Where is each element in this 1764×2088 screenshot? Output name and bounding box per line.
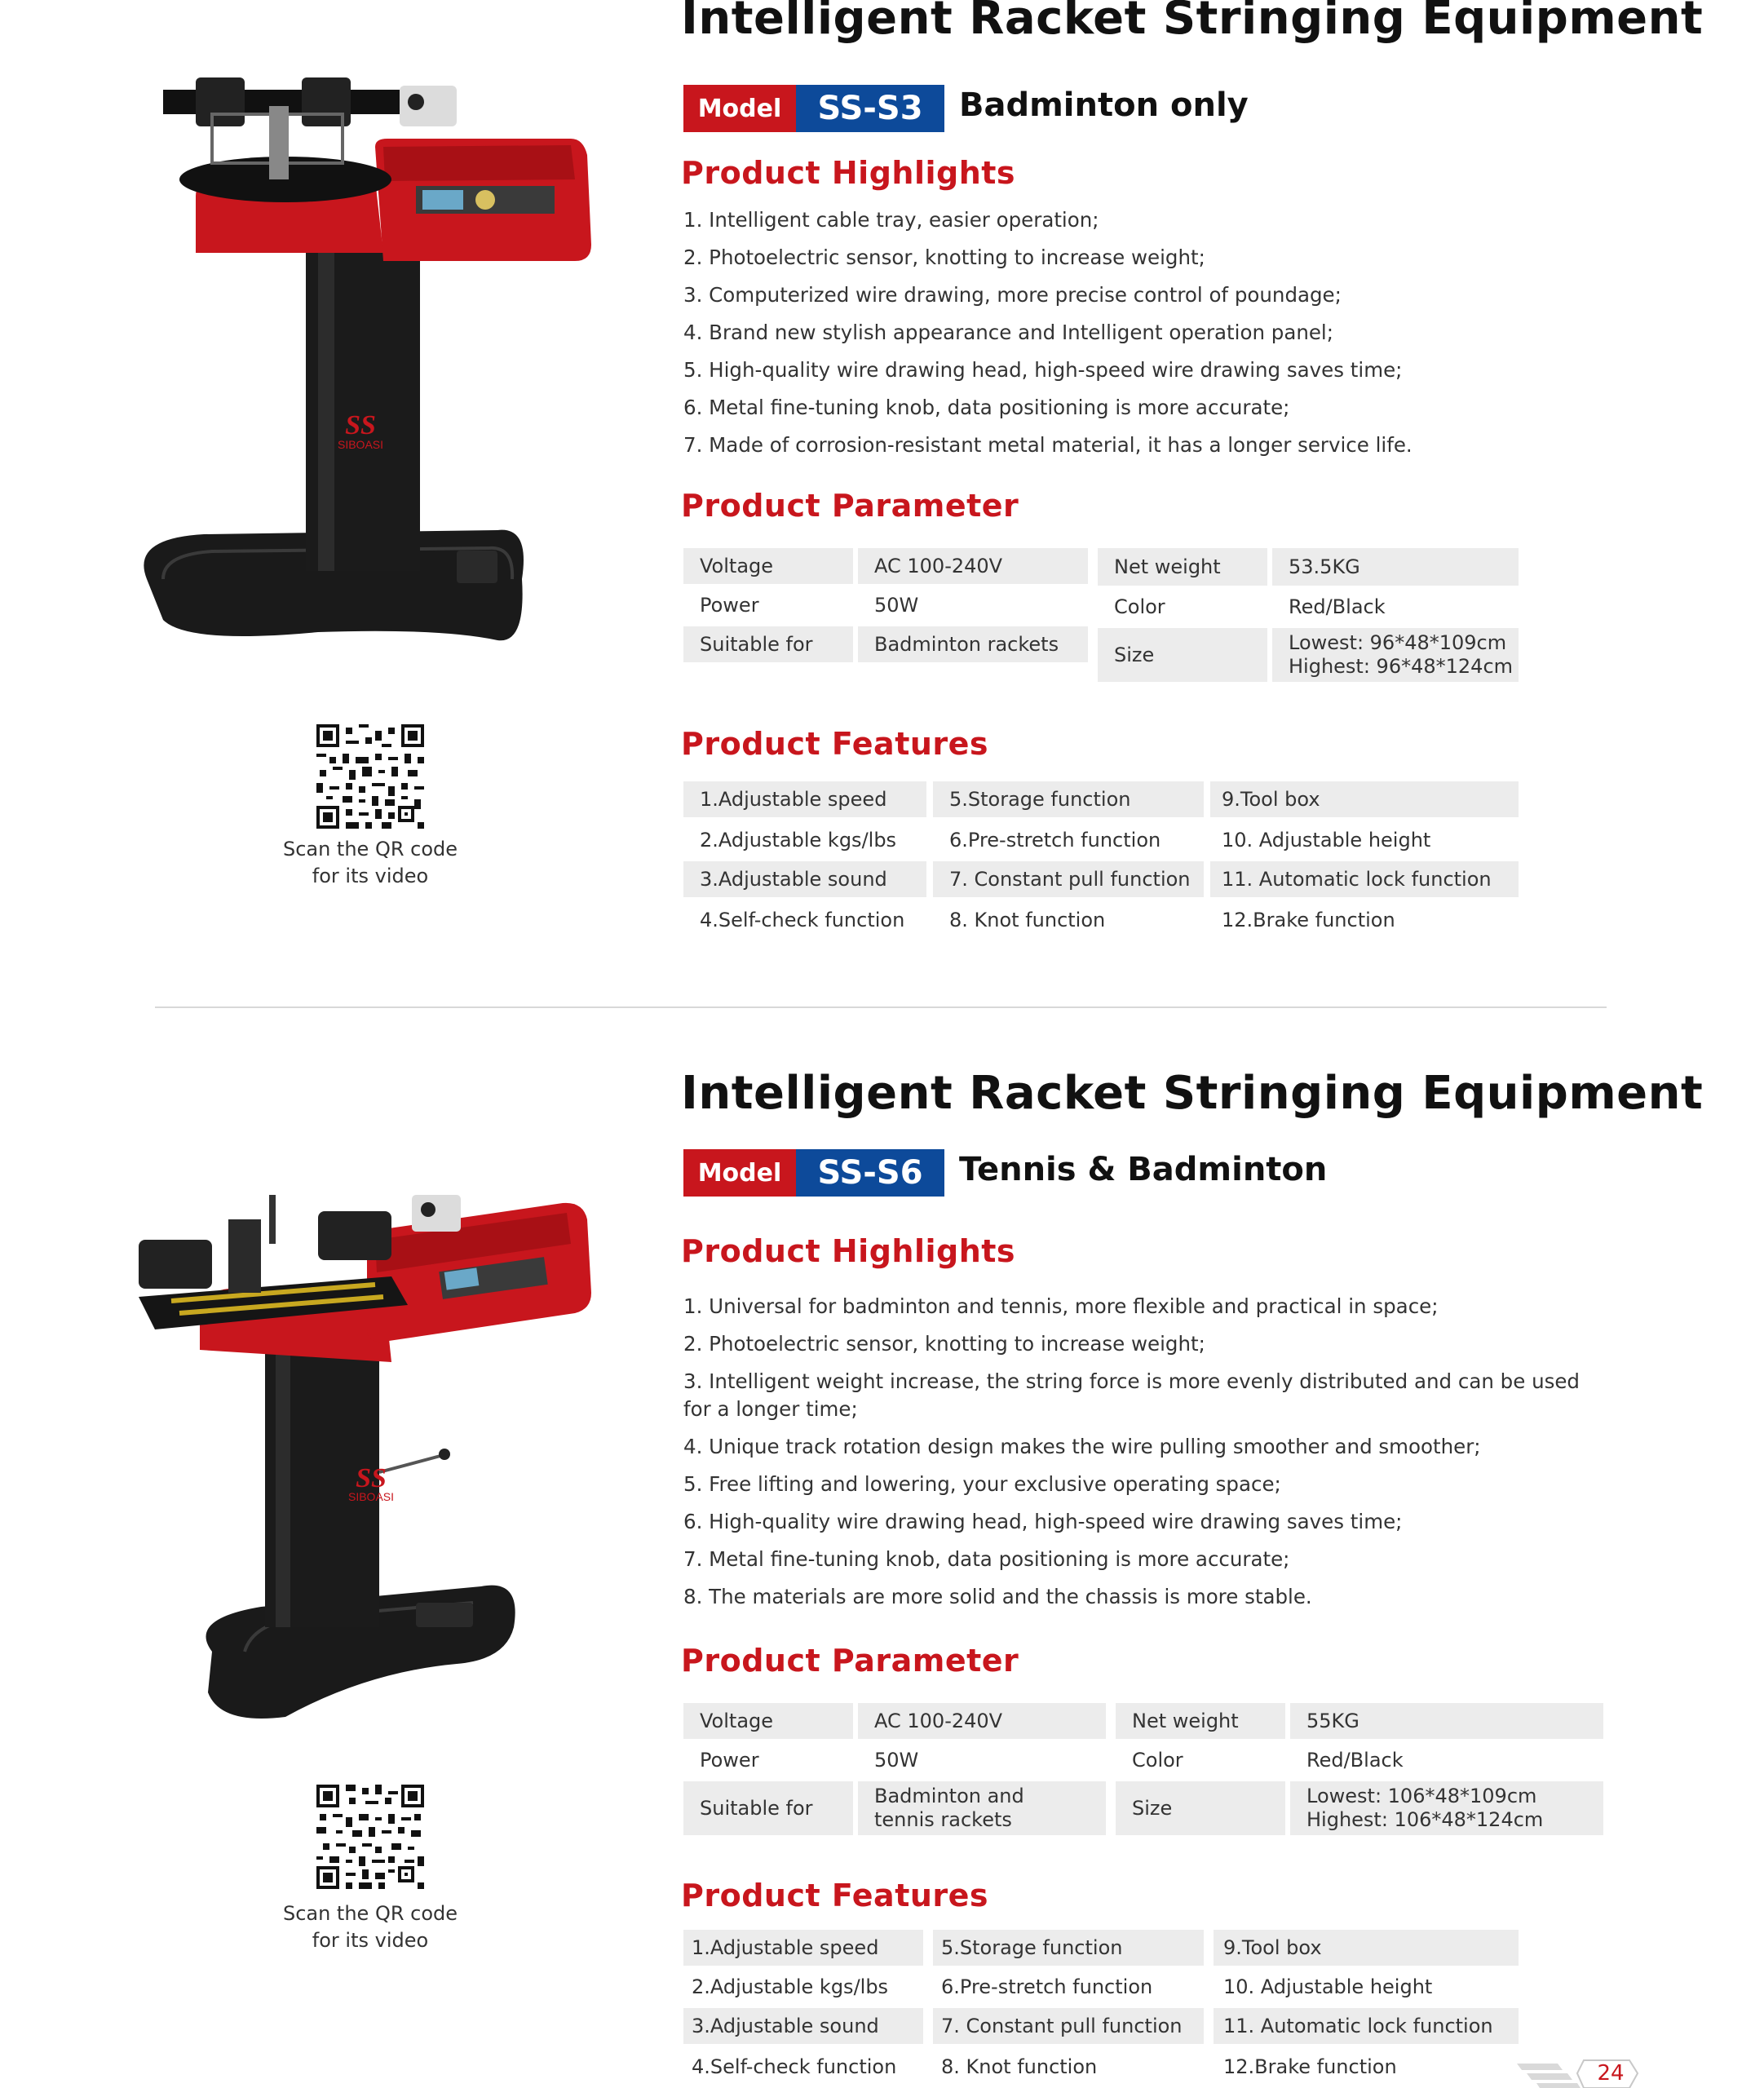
features-heading: Product Features <box>681 1878 989 1913</box>
highlight-item: 5. Free lifting and lowering, your exclusive operating space; <box>683 1472 1281 1496</box>
page-number: 24 <box>1597 2061 1625 2086</box>
highlight-item: 7. Metal fine-tuning knob, data positioning is more accurate; <box>683 1547 1290 1571</box>
size-highest: Highest: 96*48*124cm <box>1289 655 1514 678</box>
model-label: Model <box>683 85 796 132</box>
svg-text:SS: SS <box>356 1463 387 1493</box>
brand-logo: SIBOASI <box>337 438 384 451</box>
param-value: 50W <box>874 1748 919 1772</box>
section-divider <box>155 1006 1607 1008</box>
param-value <box>858 1781 1106 1835</box>
model-label: Model <box>683 1149 796 1197</box>
highlights-list <box>683 206 1413 459</box>
param-value: Red/Black <box>1289 595 1386 618</box>
product-title: Intelligent Racket Stringing Equipment <box>681 0 1704 45</box>
feature-item: 6.Pre-stretch function <box>949 828 1161 852</box>
feature-item: 7. Constant pull function <box>933 2008 1204 2044</box>
feature-item: 5.Storage function <box>933 1930 1204 1966</box>
product-subtitle: Badminton only <box>959 86 1249 124</box>
feature-item: 9.Tool box <box>1214 1930 1519 1966</box>
suitable-line-2: tennis rackets <box>874 1808 1012 1831</box>
feature-item: 11. Automatic lock function <box>1214 2008 1519 2044</box>
highlight-item: 6. High-quality wire drawing head, high-speed wire drawing saves time; <box>683 1510 1403 1533</box>
suitable-line-1: Badminton and <box>874 1785 1024 1807</box>
parameter-heading: Product Parameter <box>681 1643 1019 1679</box>
feature-item: 8. Knot function <box>941 2055 1098 2078</box>
feature-item: 12.Brake function <box>1223 2055 1397 2078</box>
highlights-list <box>683 1293 1580 1611</box>
feature-item: 2.Adjustable kgs/lbs <box>700 828 897 852</box>
size-lowest: Lowest: 106*48*109cm <box>1306 1785 1537 1807</box>
feature-item: 4.Self-check function <box>692 2055 897 2078</box>
feature-item: 1.Adjustable speed <box>683 1930 923 1966</box>
qr-code[interactable] <box>316 1785 424 1889</box>
highlight-item: 3. Computerized wire drawing, more precise control of poundage; <box>683 283 1342 307</box>
product-subtitle: Tennis & Badminton <box>959 1151 1328 1188</box>
feature-item: 7. Constant pull function <box>933 861 1204 897</box>
qr-caption <box>248 1900 493 1954</box>
param-label: Color <box>1114 595 1165 618</box>
param-label: Color <box>1132 1748 1183 1772</box>
qr-code[interactable] <box>316 724 424 829</box>
param-value: 50W <box>874 593 919 617</box>
param-value: Badminton rackets <box>858 626 1088 662</box>
feature-item: 8. Knot function <box>949 908 1106 931</box>
parameter-heading: Product Parameter <box>681 488 1019 524</box>
highlight-item: 1. Universal for badminton and tennis, more flexible and practical in space; <box>683 1294 1439 1318</box>
param-value: AC 100-240V <box>858 1703 1106 1739</box>
param-label: Suitable for <box>683 1781 853 1835</box>
highlights-heading: Product Highlights <box>681 155 1016 191</box>
highlight-item: 2. Photoelectric sensor, knotting to increase weight; <box>683 1332 1205 1356</box>
feature-item: 10. Adjustable height <box>1222 828 1431 852</box>
feature-item: 5.Storage function <box>933 781 1204 817</box>
param-value: AC 100-240V <box>858 548 1088 584</box>
feature-item: 9.Tool box <box>1210 781 1519 817</box>
highlight-item: 4. Brand new stylish appearance and Intelligent operation panel; <box>683 321 1333 344</box>
product-title: Intelligent Racket Stringing Equipment <box>681 1067 1704 1120</box>
features-heading: Product Features <box>681 726 989 762</box>
param-label: Size <box>1098 628 1267 682</box>
param-value <box>1272 628 1519 682</box>
param-value: 53.5KG <box>1272 548 1519 586</box>
feature-item: 3.Adjustable sound <box>683 861 926 897</box>
param-label: Voltage <box>683 1703 853 1739</box>
feature-item: 2.Adjustable kgs/lbs <box>692 1975 889 1998</box>
size-highest: Highest: 106*48*124cm <box>1306 1808 1544 1831</box>
feature-item: 1.Adjustable speed <box>683 781 926 817</box>
highlight-item: 7. Made of corrosion-resistant metal material, it has a longer service life. <box>683 433 1413 457</box>
qr-caption-line: Scan the QR code <box>282 838 458 860</box>
highlight-item-continued: for a longer time; <box>683 1397 858 1421</box>
param-value <box>1290 1781 1603 1835</box>
highlights-heading: Product Highlights <box>681 1233 1016 1269</box>
stringing-machine-image <box>114 57 620 661</box>
param-value: 55KG <box>1290 1703 1603 1739</box>
highlight-item: 2. Photoelectric sensor, knotting to increase weight; <box>683 246 1205 269</box>
highlight-item: 1. Intelligent cable tray, easier operation; <box>683 208 1099 232</box>
qr-caption-line: for its video <box>312 1929 429 1952</box>
highlight-item: 4. Unique track rotation design makes the wire pulling smoother and smoother; <box>683 1435 1481 1458</box>
param-label: Power <box>700 593 759 617</box>
highlight-item: 3. Intelligent weight increase, the string force is more evenly distributed and can be used <box>683 1369 1580 1393</box>
qr-caption-line: Scan the QR code <box>282 1902 458 1925</box>
feature-item: 6.Pre-stretch function <box>941 1975 1153 1998</box>
feature-item: 11. Automatic lock function <box>1210 861 1519 897</box>
param-label: Voltage <box>683 548 853 584</box>
param-label: Net weight <box>1098 548 1267 586</box>
svg-text:SS: SS <box>345 410 376 440</box>
model-code: SS-S6 <box>796 1149 944 1197</box>
param-label: Power <box>700 1748 759 1772</box>
highlight-item: 6. Metal fine-tuning knob, data positioning is more accurate; <box>683 396 1290 419</box>
feature-item: 10. Adjustable height <box>1223 1975 1433 1998</box>
model-code: SS-S3 <box>796 85 944 132</box>
param-label: Suitable for <box>683 626 853 662</box>
highlight-item: 8. The materials are more solid and the chassis is more stable. <box>683 1585 1312 1608</box>
feature-item: 4.Self-check function <box>700 908 905 931</box>
model-badge <box>683 85 944 132</box>
param-label: Net weight <box>1116 1703 1285 1739</box>
model-badge <box>683 1149 944 1197</box>
qr-caption-line: for its video <box>312 865 429 887</box>
brand-logo: SIBOASI <box>347 1490 395 1503</box>
qr-caption <box>248 836 493 890</box>
page-number-tab <box>1509 2054 1639 2088</box>
param-value: Red/Black <box>1306 1748 1404 1772</box>
stringing-machine-image <box>122 1162 612 1733</box>
size-lowest: Lowest: 96*48*109cm <box>1289 631 1507 654</box>
highlight-item: 5. High-quality wire drawing head, high-speed wire drawing saves time; <box>683 358 1403 382</box>
feature-item: 3.Adjustable sound <box>683 2008 923 2044</box>
feature-item: 12.Brake function <box>1222 908 1395 931</box>
param-label: Size <box>1116 1781 1285 1835</box>
